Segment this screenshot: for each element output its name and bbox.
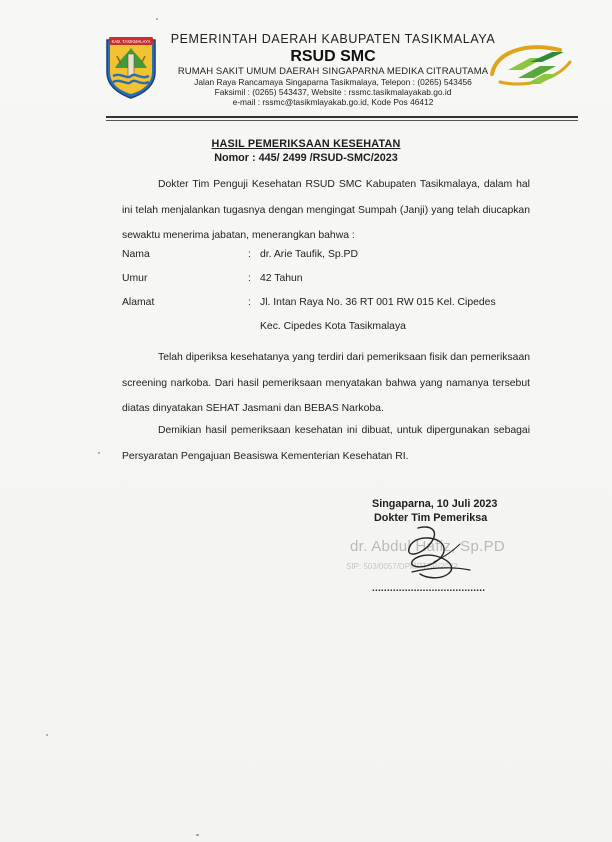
hospital-short-name: RSUD SMC: [290, 48, 376, 65]
closing-paragraph: [122, 418, 530, 469]
tasikmalaya-emblem-logo: [103, 34, 159, 100]
result-paragraph: [122, 345, 530, 422]
field-label: Alamat: [122, 297, 155, 308]
scan-speck: [98, 452, 100, 454]
stamp-name: dr. Abdul Hafiz, Sp.PD: [350, 538, 506, 555]
document-title: HASIL PEMERIKSAAN KESEHATAN: [211, 138, 401, 150]
government-name: PEMERINTAH DAERAH KABUPATEN TASIKMALAYA: [170, 32, 496, 46]
hospital-address: Jalan Raya Rancamaya Singaparna Tasikmalaya, Telepon : (0265) 543456: [194, 77, 472, 87]
scan-speck: [156, 18, 158, 20]
field-colon: :: [248, 297, 251, 308]
hospital-fax-website: Faksimil : (0265) 543437, Website : rssmc.tasikmalayakab.go.id: [214, 87, 452, 97]
signature-place-date: Singaparna, 10 Juli 2023: [372, 498, 498, 510]
rsud-smc-logo: [486, 40, 576, 90]
handwritten-signature: [390, 522, 480, 588]
scan-speck: [46, 734, 48, 736]
field-label: Umur: [122, 273, 148, 284]
result-text: Telah diperiksa kesehatanya yang terdiri dari pemeriksaan fisik dan pemeriksaan screening narkoba. Dari hasil pemeriksaan menyatakan bahwa yang namanya tersebut diatas dinyatakan SEHAT Jasmani dan BEBAS Narkoba.: [122, 352, 530, 414]
document-number: Nomor : 445/ 2499 /RSUD-SMC/2023: [214, 152, 398, 164]
field-value: dr. Arie Taufik, Sp.PD: [260, 249, 358, 260]
signature-role: Dokter Tim Pemeriksa: [374, 512, 488, 524]
scan-speck: [196, 834, 199, 836]
intro-text: Dokter Tim Penguji Kesehatan RSUD SMC Kabupaten Tasikmalaya, dalam hal ini telah menjalankan tugasnya dengan mengingat Sumpah (Janji) yang telah diucapkan sewaktu menerima jabatan, menerangkan bahwa :: [122, 179, 530, 241]
signature-dotted-line: ......................................: [372, 583, 486, 594]
field-value: Kec. Cipedes Kota Tasikmalaya: [260, 321, 406, 332]
field-value: 42 Tahun: [260, 273, 303, 284]
letterhead: [168, 32, 498, 107]
field-colon: :: [248, 273, 251, 284]
hospital-full-name: RUMAH SAKIT UMUM DAERAH SINGAPARNA MEDIKA CITRAUTAMA: [177, 66, 489, 77]
closing-text: Demikian hasil pemeriksaan kesehatan ini dibuat, untuk dipergunakan sebagai Persyaratan Pengajuan Beasiswa Kementerian Kesehatan RI.: [122, 425, 530, 462]
stamp-sip: SIP: 503/0057/DPMPTSP/2022: [346, 562, 458, 571]
header-rule-thin: [106, 120, 578, 121]
header-rule-thick: [106, 116, 578, 118]
field-colon: :: [248, 249, 251, 260]
hospital-email: e-mail : rssmc@tasikmlayakab.go.id, Kode Pos 46412: [232, 97, 434, 107]
field-value: Jl. Intan Raya No. 36 RT 001 RW 015 Kel. Cipedes: [260, 297, 496, 308]
emblem-banner-text: KAB. TASIKMALAYA: [111, 39, 151, 44]
intro-paragraph: [122, 172, 530, 249]
field-label: Nama: [122, 249, 150, 260]
